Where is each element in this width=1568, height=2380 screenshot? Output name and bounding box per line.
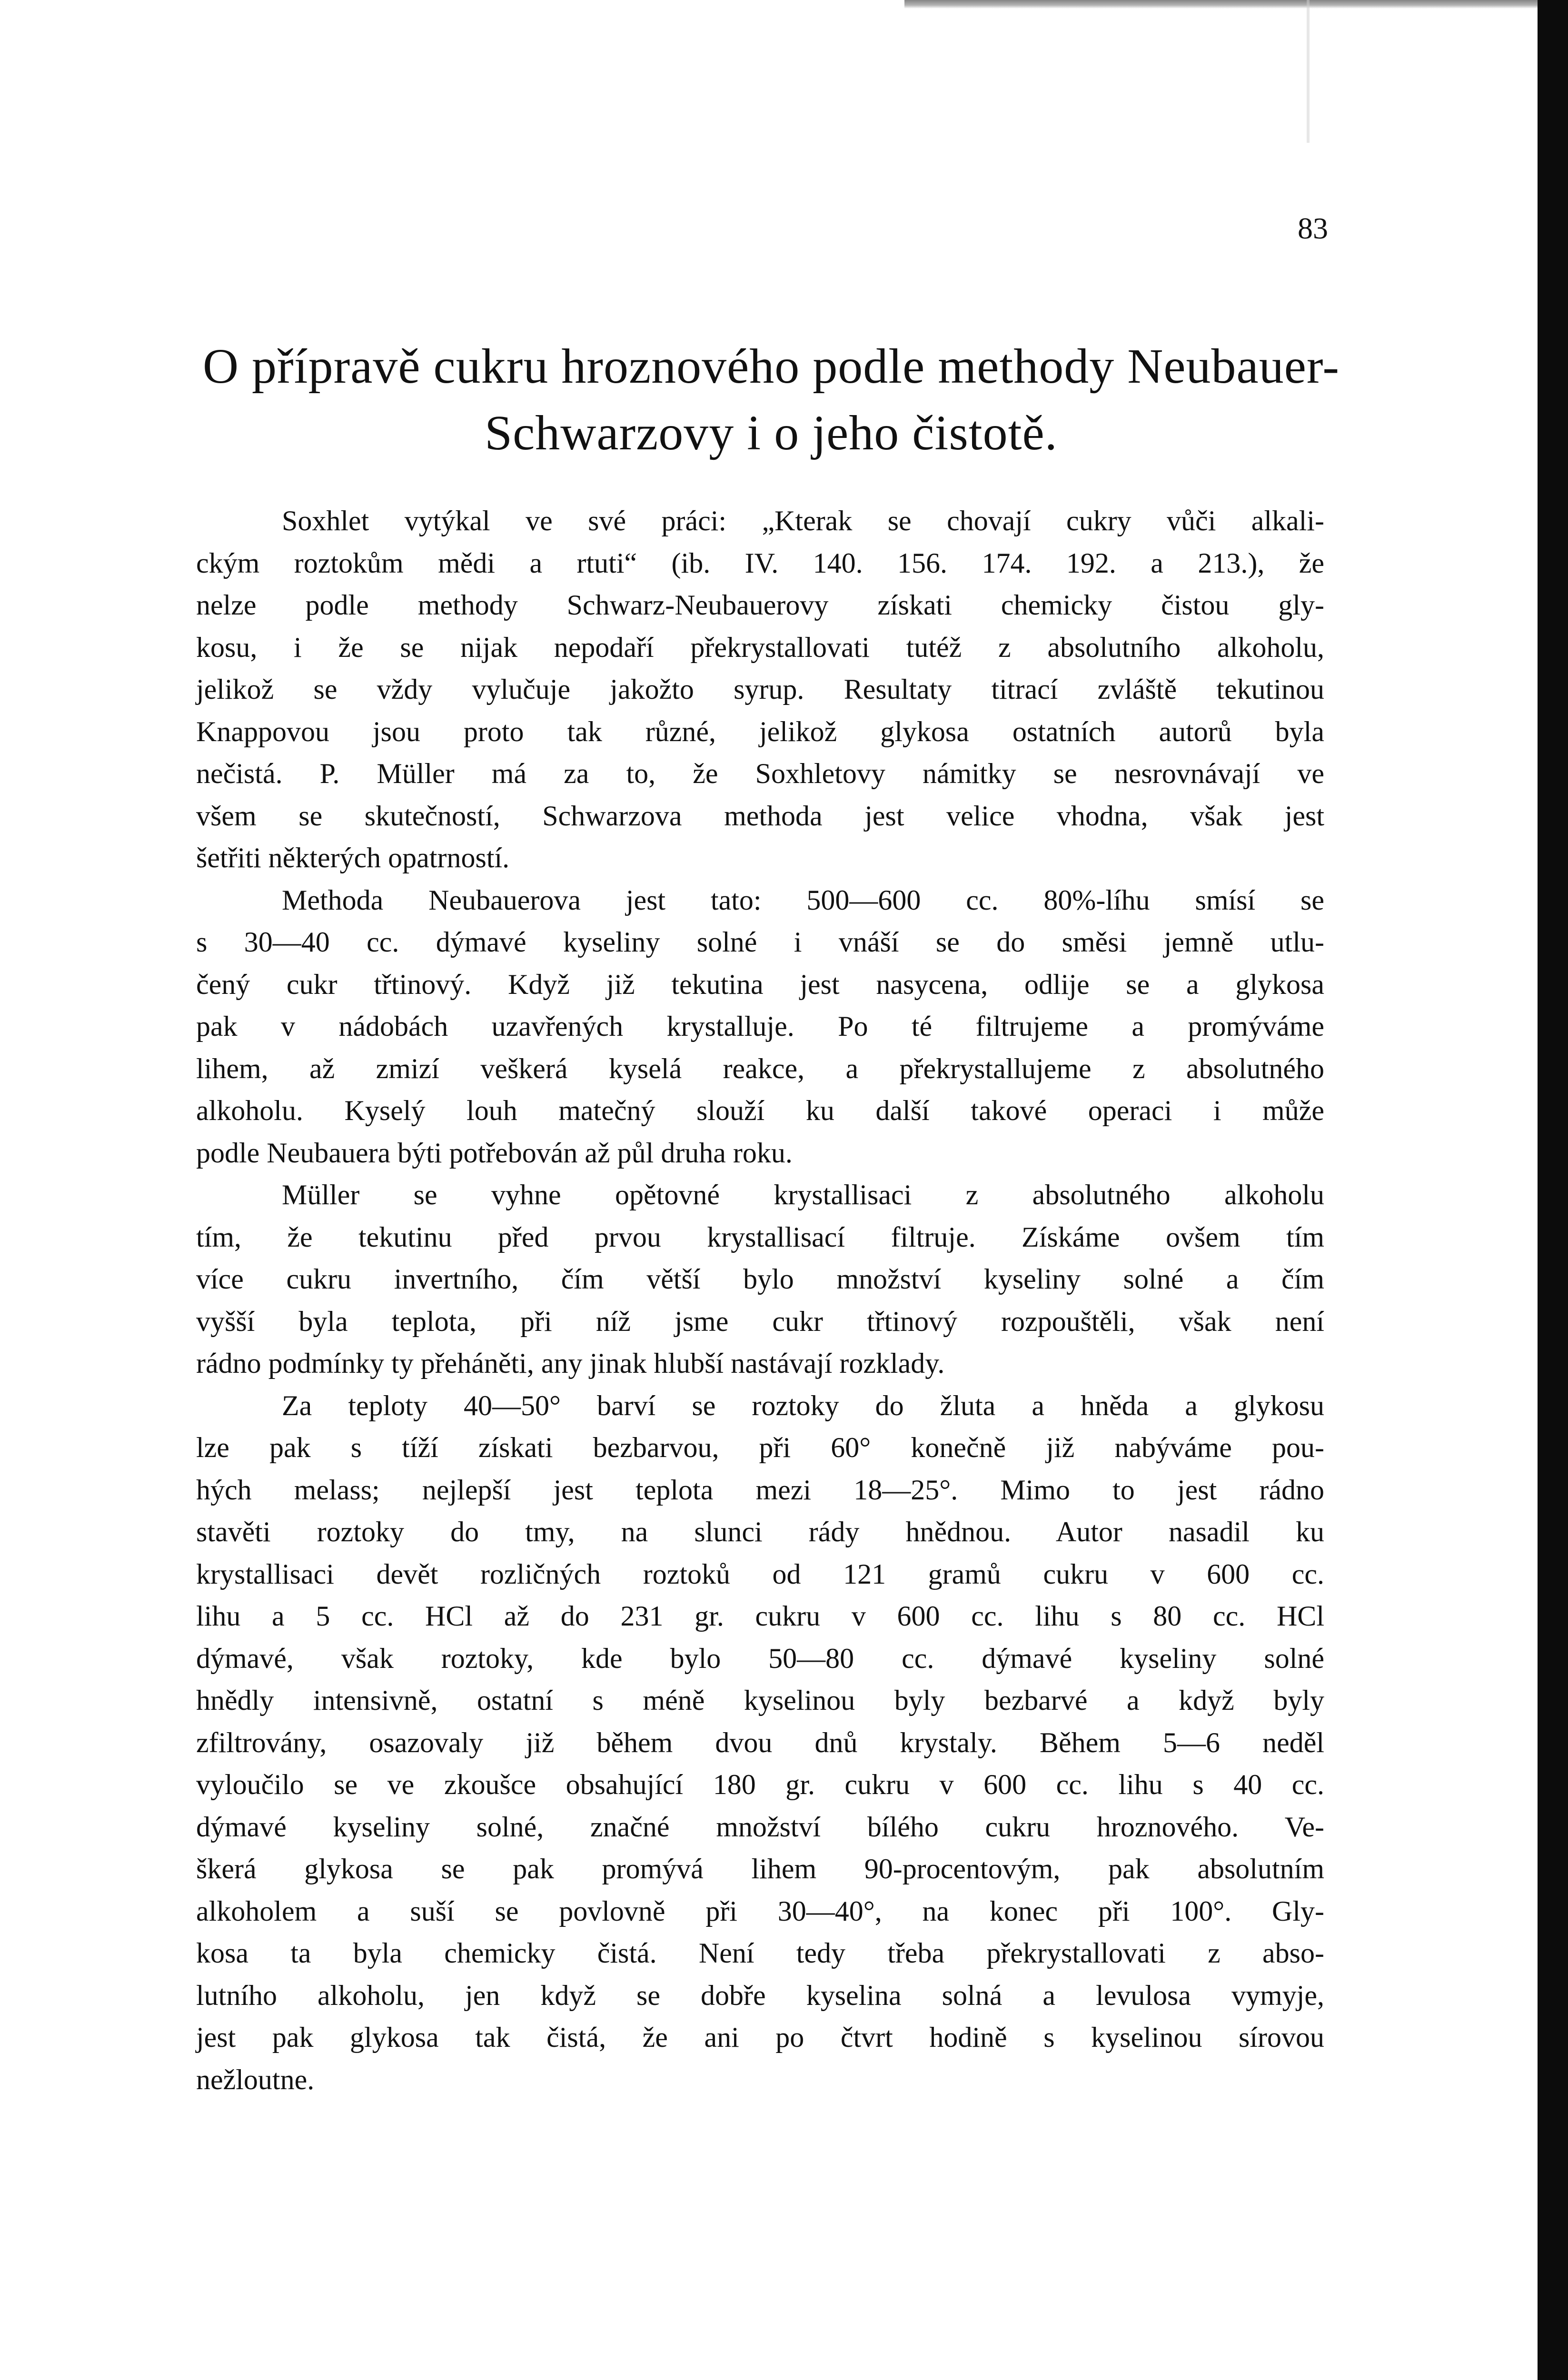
text-line: pak v nádobách uzavřených krystalluje. Po té filtrujeme a promýváme — [196, 1011, 1324, 1042]
text-line: zfiltrovány, osazovaly již během dvou dnů krystaly. Během 5—6 neděl — [196, 1726, 1324, 1758]
text-line: lze pak s tíží získati bezbarvou, při 60° konečně již nabýváme pou- — [196, 1432, 1324, 1463]
text-line: všem se skutečností, Schwarzova methoda jest velice vhodna, však jest — [196, 800, 1324, 832]
text-line: podle Neubauera býti potřebován až půl druha roku. — [196, 1137, 793, 1169]
title-line: Schwarzovy i o jeho čistotě. — [485, 406, 1058, 460]
text-line: krystallisaci devět rozličných roztoků od 121 gramů cukru v 600 cc. — [196, 1558, 1324, 1590]
article-body — [196, 500, 1324, 2101]
scan-mark — [1307, 0, 1310, 143]
text-line: dýmavé kyseliny solné, značné množství bílého cukru hroznového. Ve- — [196, 1811, 1324, 1843]
text-line: hnědly intensivně, ostatní s méně kyselinou byly bezbarvé a když byly — [196, 1685, 1324, 1716]
text-line: alkoholu. Kyselý louh matečný slouží ku další takové operaci i může — [196, 1095, 1324, 1126]
text-line: nežloutne. — [196, 2063, 315, 2095]
text-line: ckým roztokům mědi a rtuti“ (ib. IV. 140. 156. 174. 192. a 213.), že — [196, 547, 1324, 579]
text-line: rádno podmínky ty přeháněti, any jinak hlubší nastávají rozklady. — [196, 1348, 945, 1379]
text-line: nelze podle methody Schwarz-Neubauerovy získati chemicky čistou gly- — [196, 589, 1324, 621]
text-line: alkoholem a suší se povlovně při 30—40°, na konec při 100°. Gly- — [196, 1895, 1324, 1927]
text-line: čený cukr třtinový. Když již tekutina jest nasycena, odlije se a glykosa — [196, 968, 1324, 1000]
text-line: kosu, i že se nijak nepodaří překrystallovati tutéž z absolutního alkoholu, — [196, 631, 1324, 663]
text-line: tím, že tekutinu před prvou krystallisací filtruje. Získáme ovšem tím — [196, 1221, 1324, 1253]
text-line: Methoda Neubauerova jest tato: 500—600 cc. 80%-líhu smísí se — [282, 884, 1324, 916]
text-line: Soxhlet vytýkal ve své práci: „Kterak se chovají cukry vůči alkali- — [282, 505, 1324, 536]
text-line: nečistá. P. Müller má za to, že Soxhletovy námitky se nesrovnávají ve — [196, 758, 1324, 789]
text-line: lihem, až zmizí veškerá kyselá reakce, a překrystallujeme z absolutného — [196, 1052, 1324, 1084]
text-line: vyloučilo se ve zkoušce obsahující 180 gr. cukru v 600 cc. lihu s 40 cc. — [196, 1769, 1324, 1800]
text-line: šetřiti některých opatrností. — [196, 842, 510, 873]
text-line: Za teploty 40—50° barví se roztoky do žluta a hněda a glykosu — [282, 1389, 1324, 1421]
text-line: jest pak glykosa tak čistá, že ani po čtvrt hodině s kyselinou sírovou — [196, 2022, 1324, 2053]
text-line: Knappovou jsou proto tak různé, jelikož glykosa ostatních autorů byla — [196, 715, 1324, 747]
text-line: lihu a 5 cc. HCl až do 231 gr. cukru v 600 cc. lihu s 80 cc. HCl — [196, 1600, 1324, 1632]
text-line: jelikož se vždy vylučuje jakožto syrup. Resultaty titrací zvláště tekutinou — [196, 674, 1324, 705]
scan-edge-right — [1538, 0, 1568, 2380]
text-line: dýmavé, však roztoky, kde bylo 50—80 cc. dýmavé kyseliny solné — [196, 1642, 1324, 1674]
title-line: O přípravě cukru hroznového podle methody Neubauer- — [202, 339, 1340, 394]
text-line: kosa ta byla chemicky čistá. Není tedy třeba překrystallovati z abso- — [196, 1937, 1324, 1969]
text-line: škerá glykosa se pak promývá lihem 90-procentovým, pak absolutním — [196, 1853, 1324, 1884]
page-number: 83 — [1298, 211, 1328, 245]
scan-edge-top — [904, 0, 1538, 9]
text-line: s 30—40 cc. dýmavé kyseliny solné i vnáší se do směsi jemně utlu- — [196, 926, 1324, 958]
article-title — [200, 333, 1342, 466]
text-line: hých melass; nejlepší jest teplota mezi 18—25°. Mimo to jest rádno — [196, 1474, 1324, 1506]
text-line: lutního alkoholu, jen když se dobře kyselina solná a levulosa vymyje, — [196, 1979, 1324, 2011]
text-line: vyšší byla teplota, při níž jsme cukr třtinový rozpouštěli, však není — [196, 1305, 1324, 1337]
text-line: Müller se vyhne opětovné krystallisaci z absolutného alkoholu — [282, 1179, 1324, 1210]
text-line: více cukru invertního, čím větší bylo množství kyseliny solné a čím — [196, 1263, 1324, 1295]
text-line: stavěti roztoky do tmy, na slunci rády hnědnou. Autor nasadil ku — [196, 1516, 1324, 1547]
